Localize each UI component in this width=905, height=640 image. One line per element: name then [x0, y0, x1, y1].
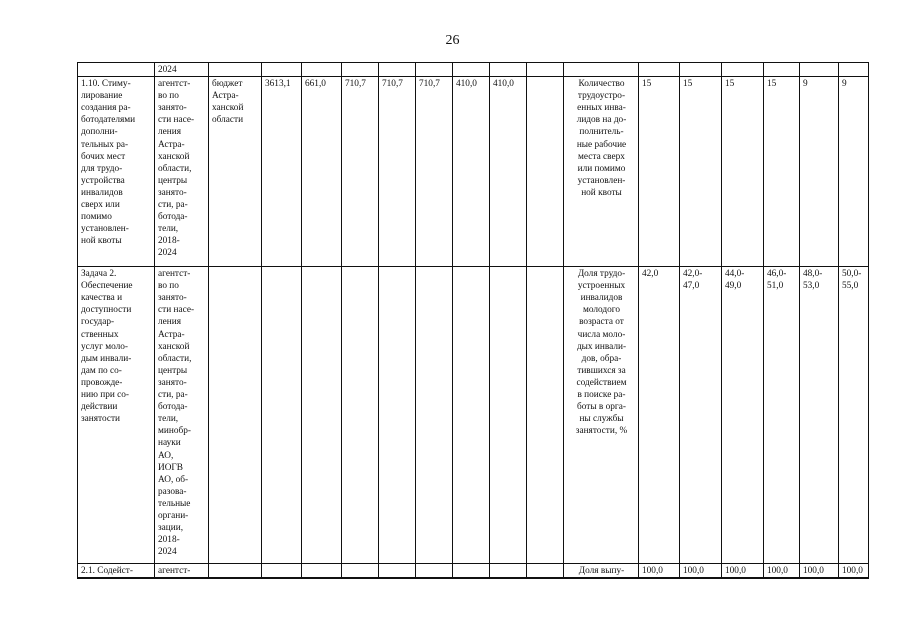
indicator-value-cell: 9: [839, 77, 869, 267]
indicator-value-cell: 100,0: [800, 564, 839, 579]
executors-cell: агентст- во по занято- сти насе- ления Астра- ханской области, центры занято- сти, ра- ботода- тели, минобр- науки АО, ИОГВ АО, об- разова- тельные органи- зации, 2018- 2024: [155, 267, 209, 564]
indicator-value-cell: 100,0: [680, 564, 722, 579]
amount-year-cell: 410,0: [453, 77, 490, 267]
indicator-value-cell: 15: [680, 77, 722, 267]
indicator-value-cell: 100,0: [639, 564, 680, 579]
amount-year-cell: 710,7: [416, 77, 453, 267]
amount-year-cell: 410,0: [490, 77, 527, 267]
indicator-value-cell: 50,0- 55,0: [839, 267, 869, 564]
indicator-value-cell: 15: [639, 77, 680, 267]
indicator-value-cell: 42,0- 47,0: [680, 267, 722, 564]
table-row-1-10: [78, 77, 869, 267]
executors-cell: агентст- во по занято- сти насе- ления Астра- ханской области, центры занято- сти, ра- ботода- тели, 2018- 2024: [155, 77, 209, 267]
indicator-value-cell: 9: [800, 77, 839, 267]
indicator-value-cell: 100,0: [722, 564, 764, 579]
indicator-value-cell: 15: [722, 77, 764, 267]
executors-cell: 2024: [155, 63, 209, 77]
funding-source-cell: бюджет Астра- ханской области: [209, 77, 262, 267]
measure-cell: Задача 2. Обеспечение качества и доступности государ- ственных услуг моло- дым инвали- дам по со- провожде- нию при со- действии занятости: [78, 267, 155, 564]
program-table: [77, 62, 869, 579]
executors-cell: агентст-: [155, 564, 209, 579]
indicator-cell: Доля выпу-: [564, 564, 639, 579]
indicator-value-cell: 48,0- 53,0: [800, 267, 839, 564]
indicator-cell: Количество трудоустро- енных инва- лидов на до- полнитель- ные рабочие места сверх или помимо установлен- ной квоты: [564, 77, 639, 267]
indicator-cell: Доля трудо- устроенных инвалидов молодого возраста от числа моло- дых инвали- дов, обра- тившихся за содействием в поиске ра- боты в орга- ны службы занятости, %: [564, 267, 639, 564]
table-row-fragment: [78, 63, 869, 77]
amount-year-cell: 710,7: [379, 77, 416, 267]
table-row-task-2: [78, 267, 869, 564]
measure-cell: 2.1. Содейст-: [78, 564, 155, 579]
indicator-value-cell: 44,0- 49,0: [722, 267, 764, 564]
indicator-value-cell: 15: [764, 77, 800, 267]
indicator-value-cell: 46,0- 51,0: [764, 267, 800, 564]
indicator-value-cell: 42,0: [639, 267, 680, 564]
indicator-value-cell: 100,0: [764, 564, 800, 579]
table-row-2-1: [78, 564, 869, 579]
amount-year-cell: 710,7: [342, 77, 379, 267]
indicator-value-cell: 100,0: [839, 564, 869, 579]
amount-year-cell: 661,0: [302, 77, 342, 267]
measure-cell: 1.10. Стиму- лирование создания ра- ботодателями дополни- тельных ра- бочих мест для трудо- устройства инвалидов сверх или помимо установлен- ной квоты: [78, 77, 155, 267]
page-number: 26: [445, 33, 460, 48]
amount-total-cell: 3613,1: [262, 77, 302, 267]
